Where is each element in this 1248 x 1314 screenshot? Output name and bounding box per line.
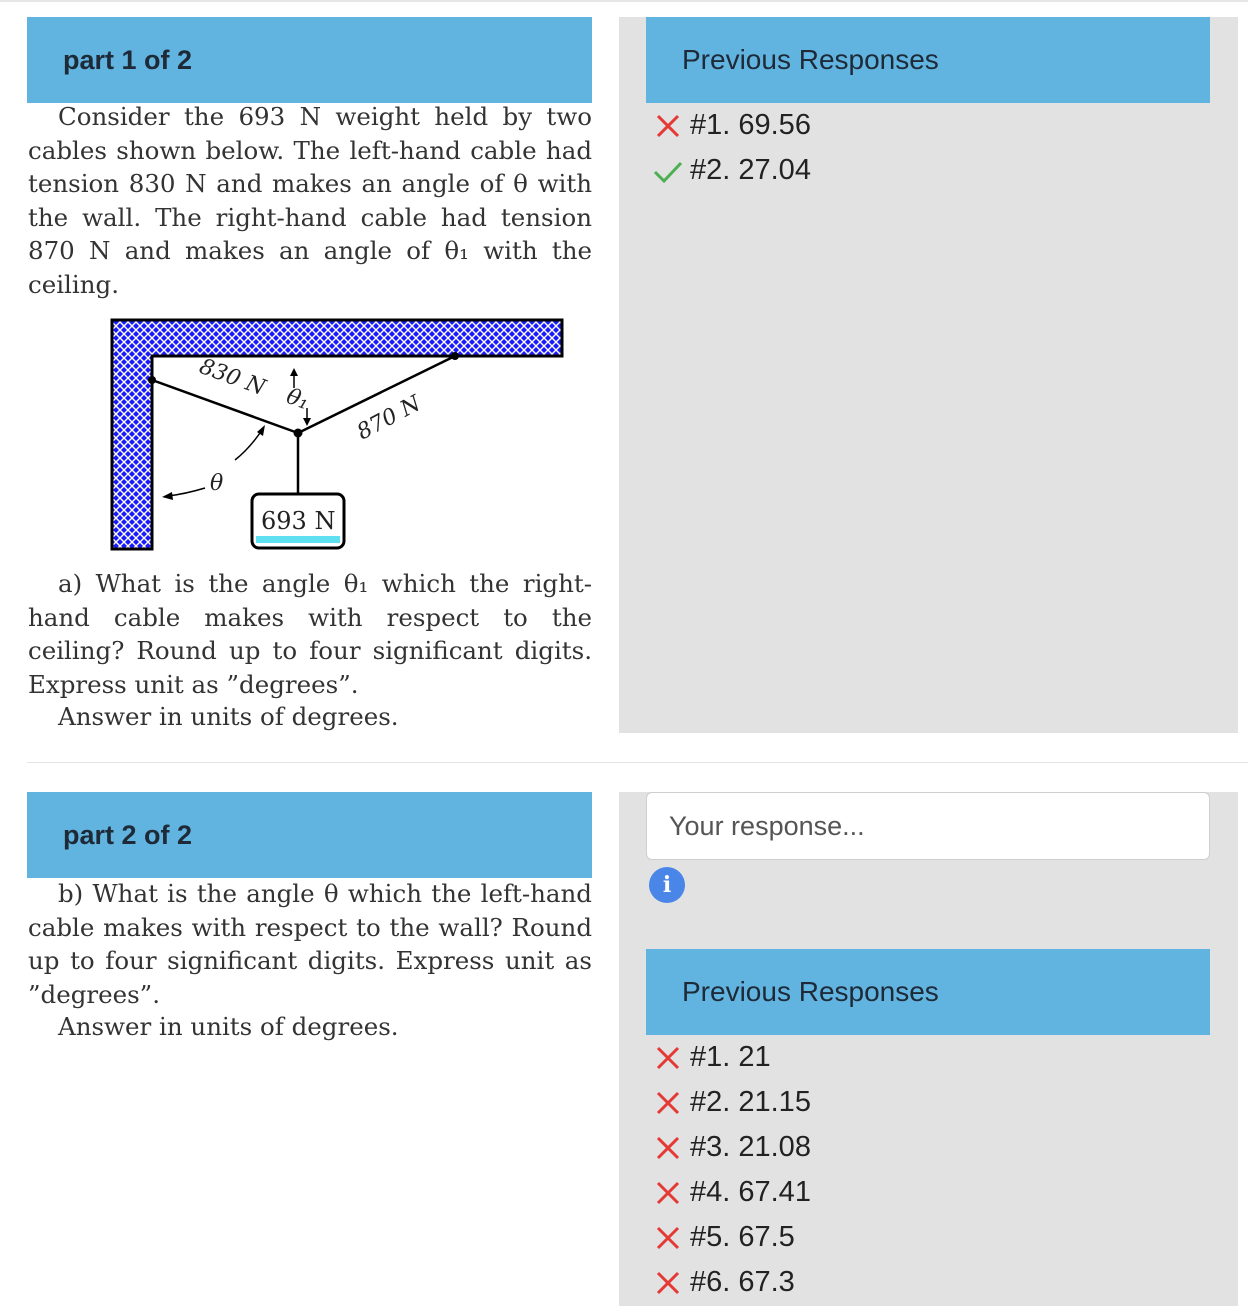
previous-response-item [652, 1125, 811, 1170]
part-2-header [27, 792, 592, 878]
part-2-answer-units: Answer in units of degrees. [58, 1012, 399, 1041]
wrong-x-icon [652, 1087, 684, 1119]
previous-response-item [652, 1170, 811, 1215]
correct-check-icon [652, 155, 684, 187]
response-input[interactable] [646, 792, 1210, 860]
parts-divider [27, 762, 1248, 763]
part-1-intro-text: Consider the 693 N weight held by two cables shown below. The left-hand cable had tension 830 N and makes an angle of θ with the wall. The right-hand cable had tension 870 N and makes an angle of θ₁ with the ceiling. [28, 102, 592, 299]
previous-response-item [652, 1215, 811, 1260]
previous-response-item [652, 103, 811, 148]
part-1-header [27, 17, 592, 103]
wrong-x-icon [652, 1222, 684, 1254]
previous-response-text: #6. 67.3 [690, 1266, 795, 1298]
previous-response-text: #5. 67.5 [690, 1221, 795, 1253]
left-tension-label: 830 N [195, 354, 269, 401]
part-1-question-text: a) What is the angle θ₁ which the right-hand cable makes with respect to the ceiling? Round up to four significant digits. Express unit as ”degrees”. [28, 569, 592, 699]
part-1-previous-responses-title: Previous Responses [682, 44, 939, 75]
part-2-previous-responses-title: Previous Responses [682, 976, 939, 1007]
previous-response-item [652, 1080, 811, 1125]
previous-response-text: #4. 67.41 [690, 1176, 811, 1208]
wrong-x-icon [652, 1132, 684, 1164]
previous-response-text: #1. 69.56 [690, 109, 811, 141]
wrong-x-icon [652, 1177, 684, 1209]
part-2-title: part 2 of 2 [63, 819, 193, 850]
info-icon[interactable] [649, 867, 685, 903]
weight-label: 693 N [261, 507, 336, 535]
previous-response-text: #2. 27.04 [690, 154, 811, 186]
part-1-question [28, 567, 592, 701]
previous-response-item [652, 1035, 811, 1080]
info-icon-glyph: i [662, 872, 672, 898]
right-anchor-dot [451, 352, 459, 360]
left-anchor-dot [148, 376, 156, 384]
theta1-label: θ₁ [282, 384, 313, 416]
previous-response-text: #3. 21.08 [690, 1131, 811, 1163]
part-2-question [28, 877, 592, 1011]
theta-label: θ [210, 471, 224, 496]
previous-response-item [652, 148, 811, 193]
right-tension-label: 870 N [353, 391, 426, 446]
previous-response-text: #1. 21 [690, 1041, 771, 1073]
cable-diagram [100, 310, 570, 555]
part-1-previous-responses-header [646, 17, 1210, 103]
theta-arrow-lower [168, 488, 205, 496]
junction-dot [294, 429, 303, 438]
theta-arrow-upper [235, 430, 262, 460]
previous-response-item [652, 1260, 811, 1305]
part-1-previous-responses-list [652, 103, 811, 193]
previous-response-text: #2. 21.15 [690, 1086, 811, 1118]
part-2-question-text: b) What is the angle θ which the left-hand cable makes with respect to the wall? Round up to four significant digits. Express unit as ”degrees”. [28, 879, 592, 1009]
wrong-x-icon [652, 1267, 684, 1299]
part-2-previous-responses-header [646, 949, 1210, 1035]
wrong-x-icon [652, 110, 684, 142]
top-border [0, 0, 1248, 2]
part-2-previous-responses-list [652, 1035, 811, 1305]
wrong-x-icon [652, 1042, 684, 1074]
part-1-intro [28, 100, 592, 302]
part-1-title: part 1 of 2 [63, 44, 193, 75]
weight-block-stripe [256, 536, 340, 543]
part-1-answer-units: Answer in units of degrees. [58, 702, 399, 731]
